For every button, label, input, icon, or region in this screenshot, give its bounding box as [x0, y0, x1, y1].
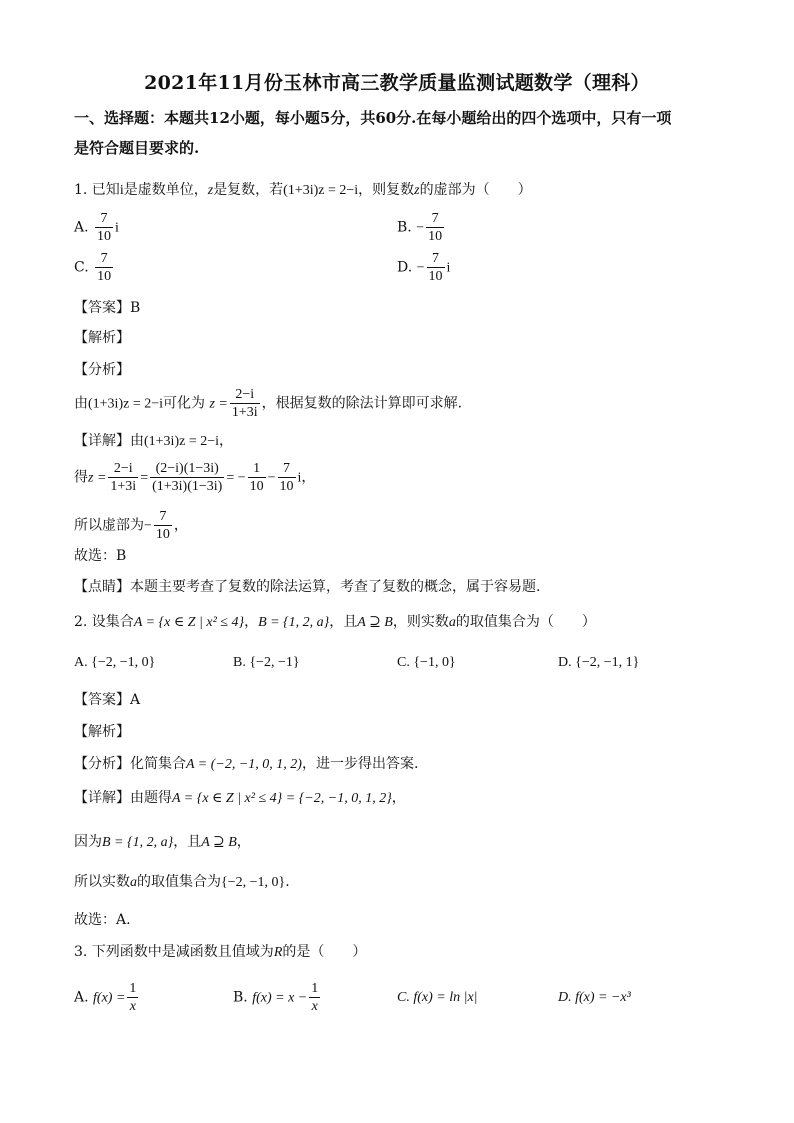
fraction	[248, 460, 266, 495]
q1-option-a	[74, 210, 119, 245]
text: 的是（ ）	[282, 944, 367, 960]
set-b: B = {1, 2, a}	[258, 615, 330, 630]
fraction-numerator: 7	[154, 508, 172, 526]
q1-option-d	[397, 250, 450, 285]
text: 所以虚部为	[74, 517, 144, 534]
set-a: A = {x ∈ Z | x² ≤ 4} = {−2, −1, 0, 1, 2}	[172, 791, 392, 806]
text: 的取值集合为	[137, 874, 221, 890]
option-label: A.	[74, 219, 89, 236]
q1-derivation	[74, 460, 315, 495]
text: 由	[74, 395, 88, 412]
fraction	[108, 460, 138, 495]
relation: A ⊇ B	[357, 615, 393, 630]
fraction	[309, 980, 320, 1015]
fraction-denominator: x	[129, 999, 136, 1014]
text: 2. 设集合	[74, 614, 134, 630]
fraction-numerator: 1	[311, 981, 319, 996]
fraction-numerator: 7	[427, 250, 445, 268]
q2-option-b: B. {−2, −1}	[233, 655, 300, 670]
page-title: 2021年11月份玉林市高三教学质量监测试题数学（理科）	[144, 72, 650, 94]
q1-option-c	[74, 250, 115, 285]
fraction	[150, 460, 224, 495]
fraction-denominator: 10	[97, 269, 112, 284]
q1-stem-text: 1. 已知	[74, 182, 120, 198]
equation: (1+3i)z = 2−i	[144, 434, 220, 449]
fraction	[95, 250, 113, 285]
option-label: A.	[74, 989, 89, 1006]
text: ，	[301, 469, 316, 486]
fraction-denominator: (1+3i)(1−3i)	[152, 479, 223, 494]
section-heading	[74, 103, 746, 163]
text: ，且	[173, 834, 202, 850]
text: 得	[74, 469, 88, 486]
option-label: D.	[397, 259, 413, 276]
q1-stem-equation: (1+3i)z = 2−i	[283, 183, 359, 198]
q2-stem	[74, 612, 596, 633]
text: 的取值集合为（ ）	[455, 614, 596, 630]
text: ，且	[329, 614, 358, 630]
fraction-numerator: 1	[248, 460, 266, 478]
fraction-denominator: 1+3i	[110, 479, 137, 494]
imaginary-unit: i	[115, 220, 119, 236]
q2-option-d: D. {−2, −1, 1}	[558, 655, 640, 670]
q1-fenxi-heading: 【分析】	[74, 362, 130, 378]
set-r: R	[273, 945, 283, 960]
q1-stem-text: 的虚部为（ ）	[419, 182, 532, 198]
fraction-denominator: 10	[279, 479, 294, 494]
text: ，	[391, 790, 406, 806]
fraction	[95, 210, 113, 245]
q3-stem	[74, 942, 366, 963]
fraction-numerator: 1	[129, 981, 137, 996]
fraction-numerator: (2−i)(1−3i)	[150, 460, 224, 478]
q3-option-b	[233, 980, 322, 1015]
text: ，则实数	[392, 614, 449, 630]
text: 所以实数	[74, 874, 130, 890]
equation: (1+3i)z = 2−i	[88, 396, 164, 412]
text: 【详解】由题得	[74, 790, 172, 806]
text: ，	[173, 517, 188, 534]
q2-choose: 故选：A.	[74, 912, 131, 928]
fraction	[154, 508, 172, 543]
fraction-numerator: 2−i	[230, 386, 260, 404]
minus-sign: −	[416, 260, 425, 276]
option-label: B.	[233, 989, 248, 1006]
q2-fenxi	[74, 754, 418, 775]
text: ，进一步得出答案.	[301, 756, 419, 772]
q2-answer: 【答案】A	[74, 692, 141, 708]
q1-detail	[74, 431, 233, 452]
function: f(x) =	[93, 990, 126, 1006]
option-label: B.	[397, 219, 412, 236]
imaginary-unit: i	[297, 470, 302, 486]
fraction-denominator: 10	[428, 229, 443, 244]
function: f(x) = x −	[252, 990, 308, 1006]
fraction	[127, 980, 138, 1015]
fraction-numerator: 2−i	[108, 460, 138, 478]
q1-stem-i: i	[119, 183, 124, 198]
minus-sign: −	[267, 470, 276, 486]
q1-fenxi-body	[74, 386, 462, 421]
minus-sign: −	[144, 518, 152, 534]
q2-option-a: A. {−2, −1, 0}	[74, 655, 156, 670]
text: 【详解】由	[74, 433, 144, 449]
relation: A ⊇ B	[201, 835, 237, 850]
fraction-denominator: 10	[249, 479, 264, 494]
fraction-denominator: 1+3i	[231, 405, 258, 420]
text: ，	[244, 614, 259, 630]
text: ，根据复数的除法计算即可求解.	[261, 395, 463, 412]
fraction-denominator: 10	[97, 229, 112, 244]
q1-comment: 【点睛】本题主要考查了复数的除法运算，考查了复数的概念，属于容易题.	[74, 579, 541, 595]
fraction-denominator: x	[311, 999, 318, 1014]
equals-sign: =	[140, 470, 149, 486]
q2-option-c: C. {−1, 0}	[397, 655, 456, 670]
q1-imag-part	[74, 508, 188, 543]
set-b: B = {1, 2, a}	[102, 835, 174, 850]
equation: z =	[88, 470, 107, 486]
q1-choose: 故选：B	[74, 548, 127, 564]
option-label: C.	[74, 259, 89, 276]
variable-a: a	[130, 875, 137, 890]
q1-stem-z: z	[414, 183, 420, 198]
text: 【分析】化简集合	[74, 756, 186, 772]
q2-so	[74, 872, 290, 893]
text: 因为	[74, 834, 102, 850]
q1-stem-z: z	[207, 183, 214, 198]
fraction	[427, 250, 445, 285]
fraction-numerator: 7	[278, 460, 296, 478]
fraction-numerator: 7	[95, 210, 113, 228]
set-a: A = {x ∈ Z | x² ≤ 4}	[133, 615, 245, 630]
section-heading-line2: 是符合题目要求的.	[74, 139, 200, 157]
q1-stem-text: 是复数，若	[213, 182, 284, 198]
imaginary-unit: i	[446, 260, 451, 276]
q1-option-b	[397, 210, 446, 245]
equals-sign: = −	[226, 470, 246, 486]
q3-option-a	[74, 980, 140, 1015]
fraction-denominator: 10	[155, 527, 170, 542]
q2-analysis-heading: 【解析】	[74, 724, 130, 740]
text: 3. 下列函数中是减函数且值域为	[74, 944, 274, 960]
fraction	[426, 210, 444, 245]
text: .	[285, 874, 290, 890]
q1-stem	[74, 180, 532, 201]
q3-option-c: C. f(x) = ln |x|	[397, 990, 478, 1005]
fraction-numerator: 7	[95, 250, 113, 268]
set-a: A = (−2, −1, 0, 1, 2)	[186, 757, 302, 772]
variable-a: a	[448, 615, 456, 630]
q2-detail	[74, 788, 406, 809]
result-set: {−2, −1, 0}	[221, 875, 286, 890]
section-heading-line1: 一、选择题：本题共12小题，每小题5分，共60分.在每小题给出的四个选项中，只有一项	[74, 109, 672, 127]
q1-stem-text: 是虚数单位，	[123, 182, 208, 198]
q2-because	[74, 832, 251, 853]
text: ，	[236, 834, 251, 850]
text: 可化为	[163, 395, 206, 412]
fraction-denominator: 10	[428, 269, 443, 284]
text: ，	[219, 433, 234, 449]
q1-analysis-heading: 【解析】	[74, 330, 130, 346]
q1-answer: 【答案】B	[74, 300, 141, 316]
fraction-numerator: 7	[426, 210, 444, 228]
fraction	[278, 460, 296, 495]
minus-sign: −	[416, 220, 425, 236]
q1-stem-text: ，则复数	[358, 182, 415, 198]
q3-option-d: D. f(x) = −x³	[558, 990, 631, 1005]
fraction	[230, 386, 260, 421]
equation: z =	[209, 396, 228, 412]
